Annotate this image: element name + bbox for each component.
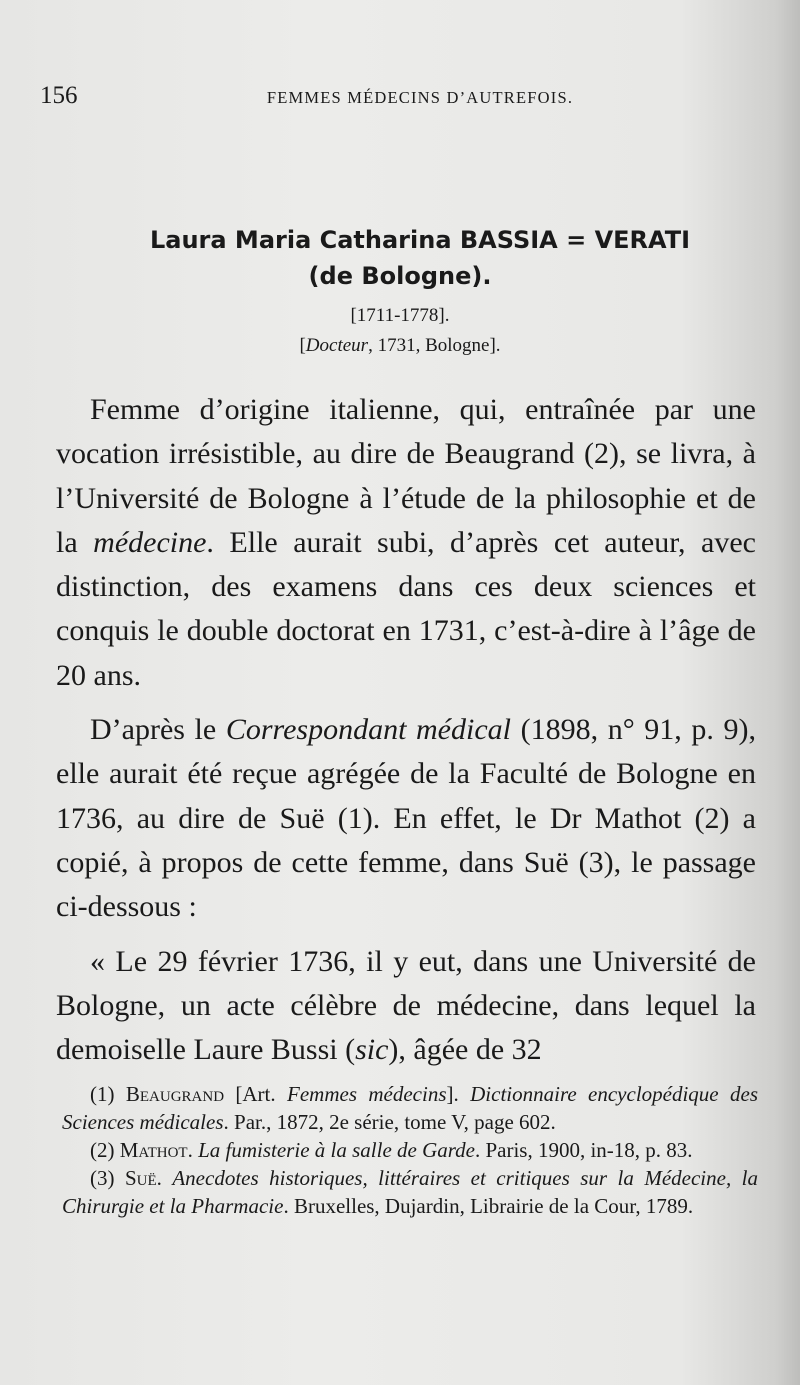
entry-dates: [1711-1778]. <box>350 305 450 326</box>
entry-heading <box>40 222 760 362</box>
running-title: FEMMES MÉDECINS D’AUTREFOIS. <box>266 88 574 107</box>
entry-place: (de Bologne). <box>308 262 492 290</box>
paragraph-3: « Le 29 février 1736, il y eut, dans une Université de Bologne, un acte célèbre de médecine, dans lequel la demoiselle Laure Bussi (sic), âgée de 32 <box>56 944 756 1067</box>
footnotes <box>62 1080 758 1220</box>
page-header <box>40 82 760 114</box>
paragraph-1: Femme d’origine italienne, qui, entraînée par une vocation irrésistible, au dire de Beaugrand (2), se livra, à l’Université de Bologne à l’étude de la philosophie et de la médecine. Elle aurait subi, d’après cet auteur, avec distinction, des examens dans ces deux sciences et conquis le double doctorat en 1731, c’est-à-dire à l’âge de 20 ans. <box>56 393 756 692</box>
page-number: 156 <box>40 82 78 109</box>
footnote-3: (3) Suë. Anecdotes historiques, littéraires et critiques sur la Médecine, la Chirurgie et la Pharmacie. Bruxelles, Dujardin, Librairie de la Cour, 1789. <box>62 1166 758 1218</box>
footnote-1: (1) Beaugrand [Art. Femmes médecins]. Dictionnaire encyclopédique des Sciences médicales. Par., 1872, 2e série, tome V, page 602. <box>62 1082 758 1134</box>
body-text <box>56 388 756 1072</box>
paragraph-2: D’après le Correspondant médical (1898, n° 91, p. 9), elle aurait été reçue agrégée de la Faculté de Bologne en 1736, au dire de Suë (1). En effet, le Dr Mathot (2) a copié, à propos de cette femme, dans Suë (3), le passage ci-dessous : <box>56 713 756 924</box>
footnote-2: (2) Mathot. La fumisterie à la salle de Garde. Paris, 1900, in-18, p. 83. <box>90 1138 693 1162</box>
entry-degree: [Docteur, 1731, Bologne]. <box>299 335 501 356</box>
entry-name: Laura Maria Catharina BASSIA = VERATI <box>149 226 691 254</box>
